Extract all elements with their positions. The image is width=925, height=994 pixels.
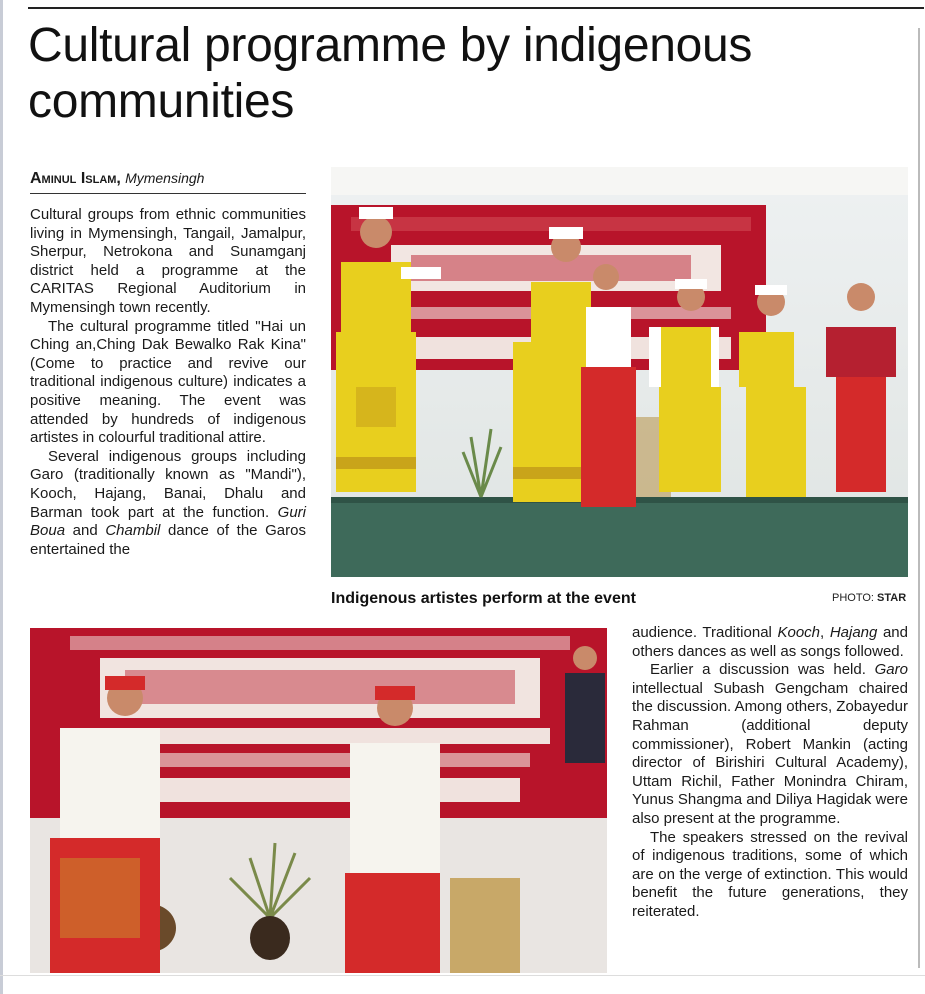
paragraph: The speakers stressed on the revival of indigenous traditions, some of which are on the verge of extinction. This would benefit the future generations, they reiterated.	[632, 828, 908, 920]
article-column-right	[632, 624, 908, 922]
top-rule	[28, 7, 924, 9]
paragraph: audience. Traditional Kooch, Hajang and others dances as well as songs followed.	[632, 624, 908, 660]
dancers-photo-bottom	[30, 628, 607, 973]
byline-place: Mymensingh	[125, 170, 205, 186]
headline: Cultural programme by indigenous communities	[28, 19, 753, 128]
byline	[30, 168, 306, 194]
photo-caption: Indigenous artistes perform at the event	[331, 590, 636, 607]
article-column-left	[30, 206, 306, 559]
bottom-rule	[0, 975, 925, 976]
byline-author: Aminul Islam,	[30, 170, 121, 187]
paragraph: The cultural programme titled "Hai un Ching an,Ching Dak Bewalko Rak Kina" (Come to practice and revive our traditional indigenous culture) indicates a positive meaning. The event was attended by hundreds of indigenous artistes in colourful traditional attire.	[30, 317, 306, 447]
photo-credit: PHOTO: STAR	[832, 592, 907, 604]
right-column-rule	[918, 28, 920, 968]
paragraph: Several indigenous groups including Garo (traditionally known as "Mandi"), Kooch, Hajang, Banai, Dhalu and Barman took part at the function. Guri Boua and Chambil dance of the Garos entertained the	[30, 447, 306, 558]
paragraph: Earlier a discussion was held. Garo intellectual Subash Gengcham chaired the discussion. Among others, Zobayedur Rahman (additional deputy commissioner), Robert Mankin (acting director of Birishiri Cultural Academy), Uttam Richil, Father Monindra Chiram, Yunus Shangma and Diliya Hagidak were also present at the programme.	[632, 661, 908, 827]
left-margin-rule	[0, 0, 3, 994]
dancers-photo-top	[331, 167, 908, 577]
paragraph: Cultural groups from ethnic communities living in Mymensingh, Tangail, Jamalpur, Sherpur, Netrokona and Sunamganj district held a programme at the CARITAS Regional Auditorium in Mymensingh town recently.	[30, 206, 306, 316]
